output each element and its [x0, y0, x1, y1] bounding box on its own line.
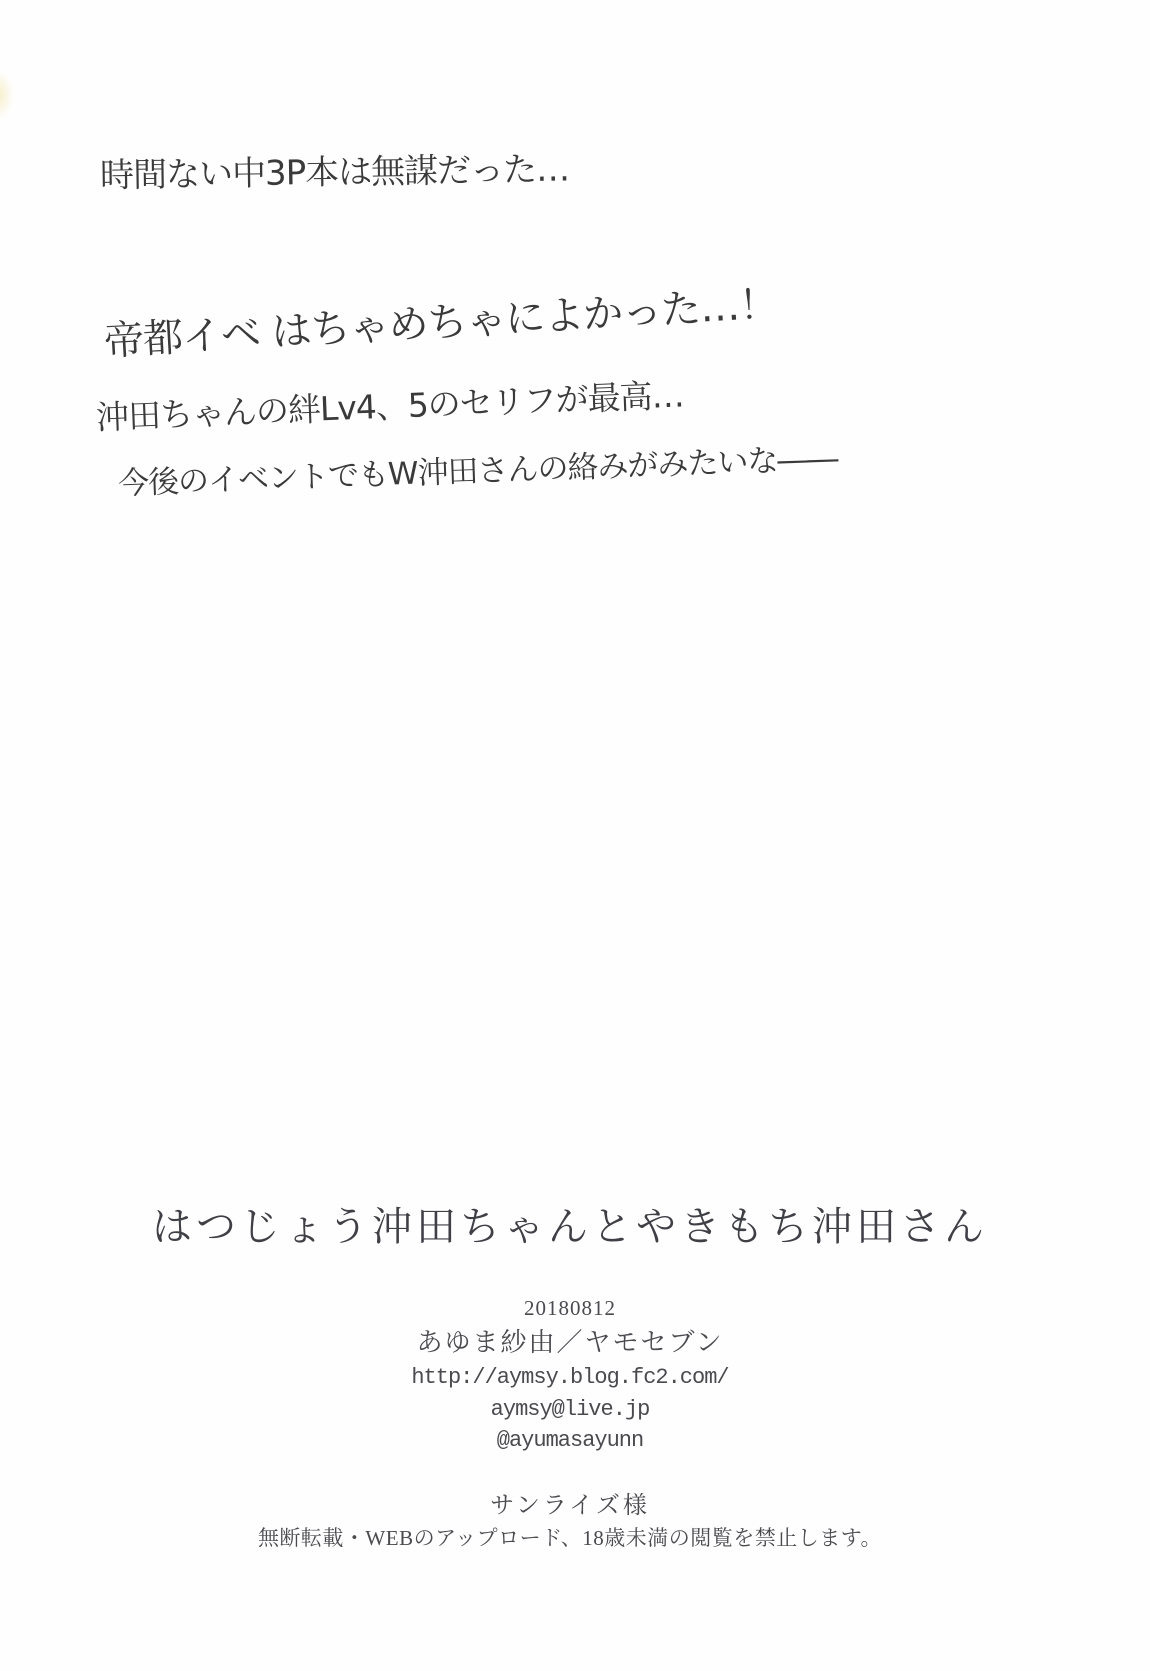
- website-url: http://aymsy.blog.fc2.com/: [411, 1365, 729, 1390]
- handwritten-note-line-1: 時間ない中3P本は無謀だった…: [99, 149, 570, 196]
- author-circle-name: あゆま紗由／ヤモセブン: [416, 1328, 724, 1357]
- book-title: はつじょう沖田ちゃんとやきもち沖田さん: [152, 1205, 988, 1249]
- scan-smudge-mark: [0, 72, 12, 118]
- handwritten-note-line-4: 今後のイベントでもW沖田さんの絡みがみたいな――: [117, 440, 838, 502]
- special-thanks: サンライズ様: [490, 1493, 650, 1519]
- handwritten-note-line-2: 帝都イベ はちゃめちゃによかった…！: [102, 281, 780, 365]
- publication-date: 20180812: [524, 1296, 616, 1320]
- twitter-handle: @ayumasayunn: [496, 1428, 644, 1453]
- handwritten-note-line-3: 沖田ちゃんの絆Lv4、5のセリフが最高…: [95, 375, 685, 437]
- credits-block: [0, 1298, 1140, 1549]
- reproduction-disclaimer: 無断転載・WEBのアップロード、18歳未満の閲覧を禁止します。: [257, 1526, 883, 1550]
- email-address: aymsy@live.jp: [490, 1397, 650, 1422]
- colophon-block: [0, 1195, 1140, 1549]
